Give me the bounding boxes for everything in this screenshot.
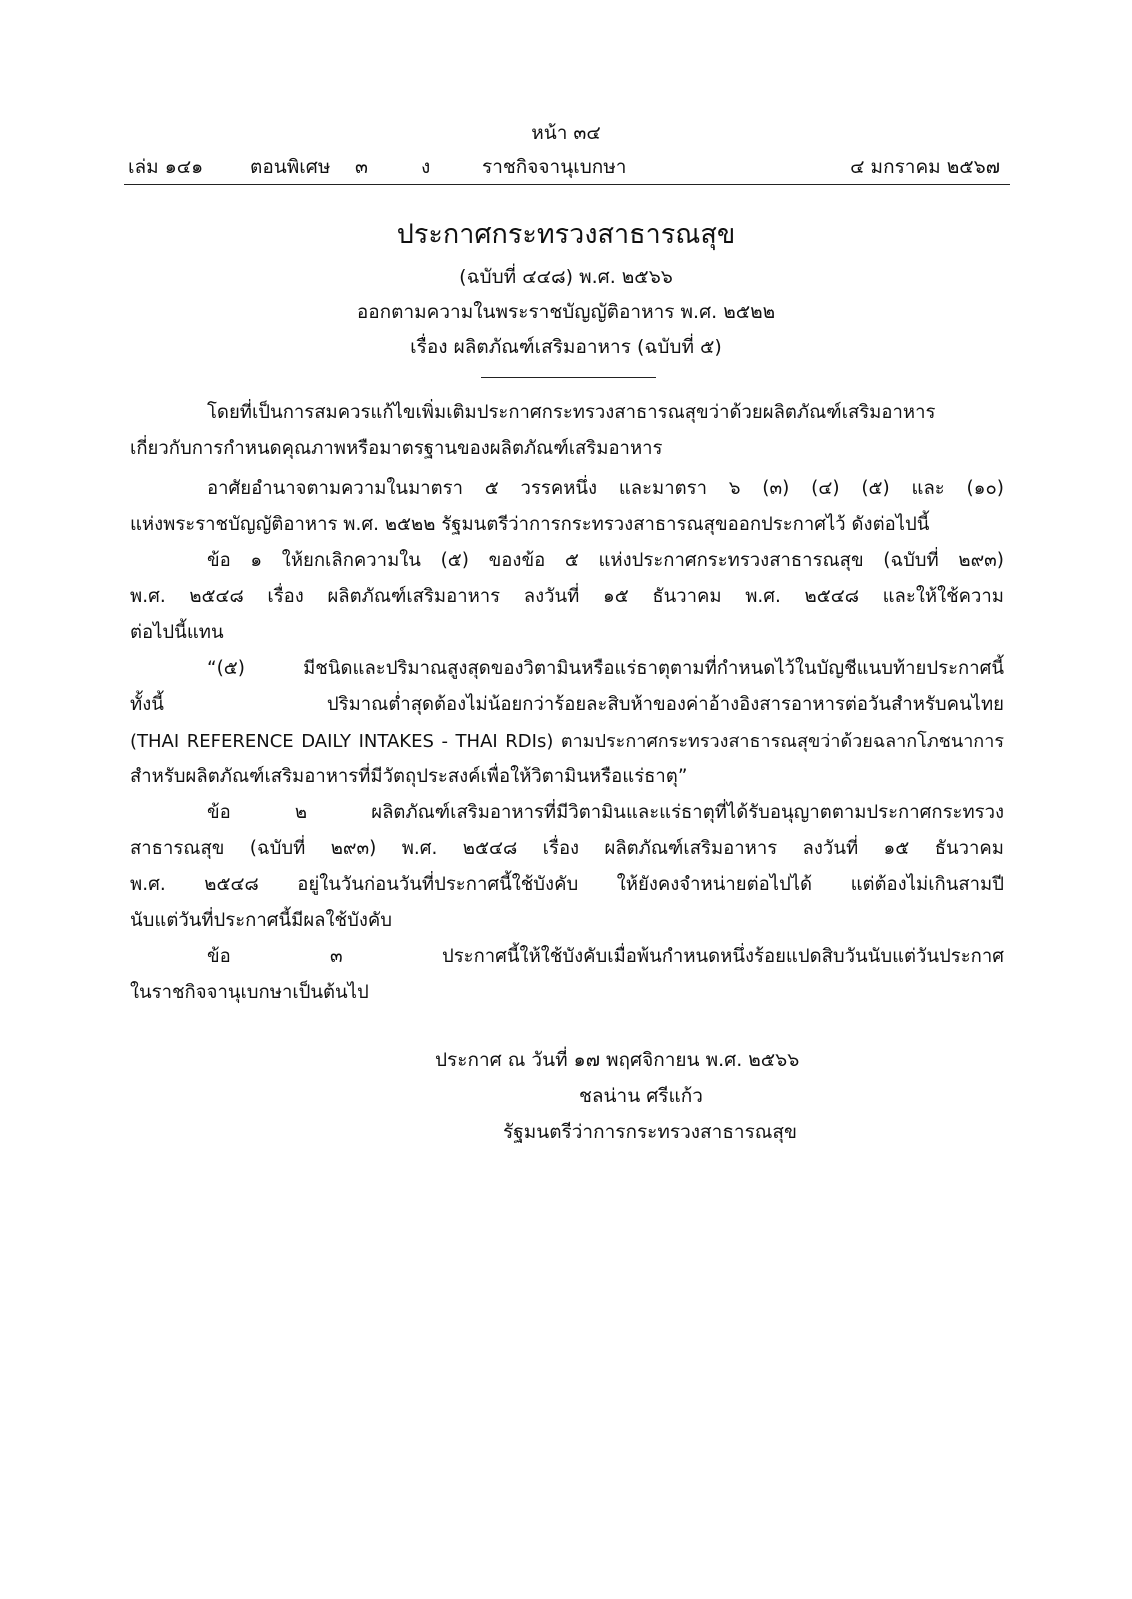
gazette-name: ราชกิจจานุเบกษา [482,156,627,178]
volume-number: เล่ม ๑๔๑ [128,156,204,178]
body-line: (THAI REFERENCE DAILY INTAKES - THAI RDIs) ตามประกาศกระทรวงสาธารณสุขว่าด้วยฉลากโภชนาการ [130,731,1004,752]
body-line: สำหรับผลิตภัณฑ์เสริมอาหารที่มีวัตถุประสงค์เพื่อให้วิตามินหรือแร่ธาตุ” [130,766,688,787]
signatory-position: รัฐมนตรีว่าการกระทรวงสาธารณสุข [503,1121,797,1143]
body-line: ข้อ ๑ ให้ยกเลิกความใน (๕) ของข้อ ๕ แห่งประกาศกระทรวงสาธารณสุข (ฉบับที่ ๒๙๓) [207,550,1004,571]
section-label: ตอนพิเศษ [250,156,331,178]
section-number: ๓ [355,156,368,178]
body-line: ต่อไปนี้แทน [130,622,224,643]
body-line: ข้อ ๒ ผลิตภัณฑ์เสริมอาหารที่มีวิตามินและแร่ธาตุที่ได้รับอนุญาตตามประกาศกระทรวง [207,802,1004,823]
edition-line: (ฉบับที่ ๔๔๘) พ.ศ. ๒๕๖๖ [459,266,673,288]
header-divider [124,184,1010,185]
body-line: นับแต่วันที่ประกาศนี้มีผลใช้บังคับ [130,910,393,931]
announcement-title: ประกาศกระทรวงสาธารณสุข [396,219,736,250]
body-line: เกี่ยวกับการกำหนดคุณภาพหรือมาตรฐานของผลิตภัณฑ์เสริมอาหาร [130,438,663,459]
body-line: อาศัยอำนาจตามความในมาตรา ๕ วรรคหนึ่ง และมาตรา ๖ (๓) (๔) (๕) และ (๑๐) [207,478,1004,499]
signatory-name: ชลน่าน ศรีแก้ว [579,1085,703,1107]
body-line: “(๕) มีชนิดและปริมาณสูงสุดของวิตามินหรือแร่ธาตุตามที่กำหนดไว้ในบัญชีแนบท้ายประกาศนี้ [207,658,1004,679]
issued-under-line: ออกตามความในพระราชบัญญัติอาหาร พ.ศ. ๒๕๒๒ [356,301,776,323]
title-divider [481,377,656,378]
page-number: หน้า ๓๔ [531,122,601,144]
body-line: ทั้งนี้ ปริมาณต่ำสุดต้องไม่น้อยกว่าร้อยละสิบห้าของค่าอ้างอิงสารอาหารต่อวันสำหรับคนไทย [130,694,1004,715]
part-letter: ง [421,156,431,178]
body-line: พ.ศ. ๒๕๔๘ อยู่ในวันก่อนวันที่ประกาศนี้ใช้บังคับ ให้ยังคงจำหน่ายต่อไปได้ แต่ต้องไม่เกินสามปี [130,874,1004,895]
body-line: แห่งพระราชบัญญัติอาหาร พ.ศ. ๒๕๒๒ รัฐมนตรีว่าการกระทรวงสาธารณสุขออกประกาศไว้ ดังต่อไปนี้ [130,514,930,535]
subject-line: เรื่อง ผลิตภัณฑ์เสริมอาหาร (ฉบับที่ ๕) [410,336,722,358]
body-line: ข้อ ๓ ประกาศนี้ให้ใช้บังคับเมื่อพ้นกำหนดหนึ่งร้อยแปดสิบวันนับแต่วันประกาศ [207,946,1004,967]
body-line: ในราชกิจจานุเบกษาเป็นต้นไป [130,982,369,1003]
publication-date: ๔ มกราคม ๒๕๖๗ [850,156,1000,178]
body-line: โดยที่เป็นการสมควรแก้ไขเพิ่มเติมประกาศกระทรวงสาธารณสุขว่าด้วยผลิตภัณฑ์เสริมอาหาร [207,402,936,423]
body-line: สาธารณสุข (ฉบับที่ ๒๙๓) พ.ศ. ๒๕๔๘ เรื่อง ผลิตภัณฑ์เสริมอาหาร ลงวันที่ ๑๕ ธันวาคม [130,838,1004,859]
body-line: พ.ศ. ๒๕๔๘ เรื่อง ผลิตภัณฑ์เสริมอาหาร ลงวันที่ ๑๕ ธันวาคม พ.ศ. ๒๕๔๘ และให้ใช้ความ [130,586,1004,607]
signature-date: ประกาศ ณ วันที่ ๑๗ พฤศจิกายน พ.ศ. ๒๕๖๖ [435,1049,800,1071]
